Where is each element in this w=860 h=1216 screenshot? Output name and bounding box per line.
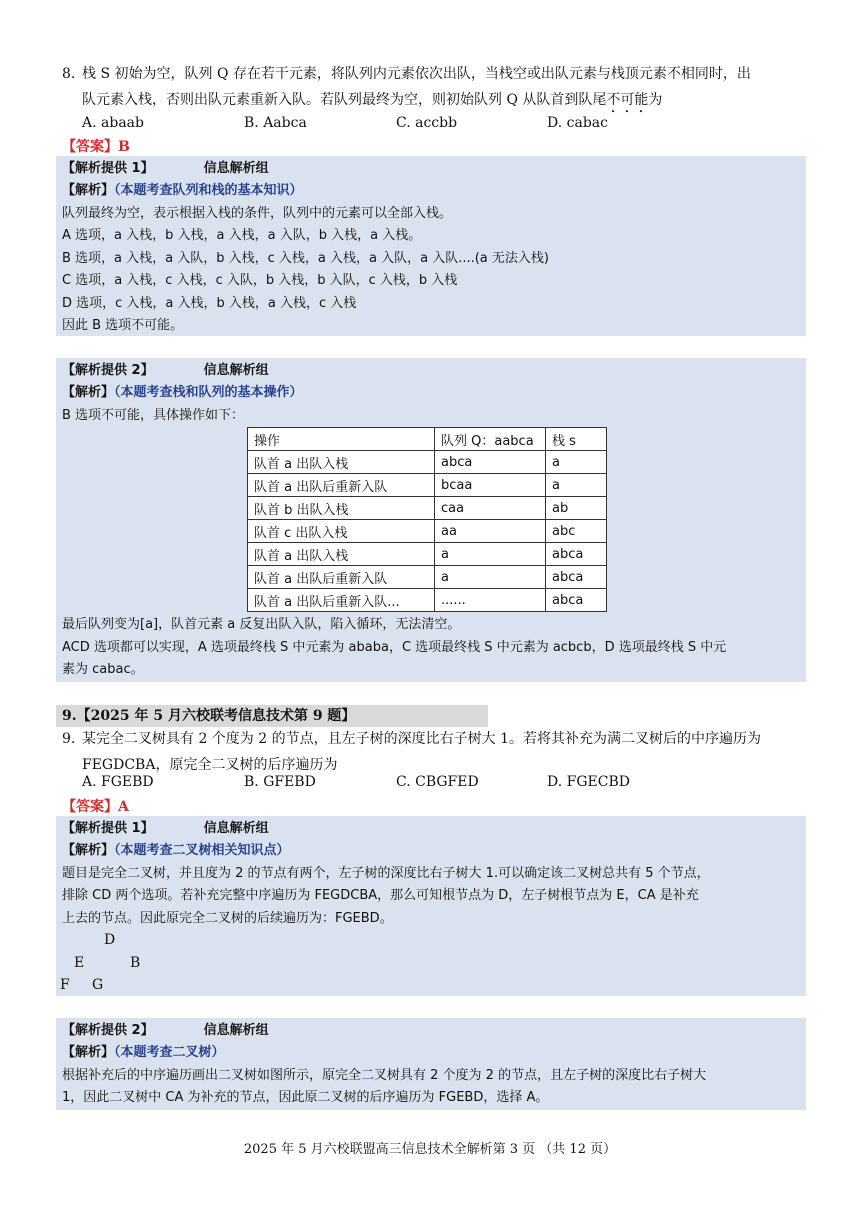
answer-value: A xyxy=(118,799,129,815)
table-cell: 队首 a 出队后重新入队... xyxy=(248,589,435,612)
provider-label: 【解析提供 1】 xyxy=(62,821,154,836)
table-cell: 队首 b 出队入栈 xyxy=(248,497,435,520)
provider-label: 【解析提供 2】 xyxy=(62,363,154,378)
topic-label: （本题考查二叉树） xyxy=(114,1045,225,1060)
table-header-row xyxy=(248,428,607,451)
options-q8 xyxy=(82,115,802,139)
explanation-line: 1，因此二叉树中 CA 为补充的节点，因此原二叉树的后序遍历为 FGEBD，选择 A。 xyxy=(62,1090,549,1105)
tree-node: B xyxy=(130,955,141,971)
option-b: B. GFEBD xyxy=(244,774,316,790)
table-cell: abca xyxy=(435,451,546,474)
provider-label: 【解析提供 2】 xyxy=(62,1023,154,1038)
table-row xyxy=(248,589,607,612)
explanation-panel-2 xyxy=(56,358,806,682)
question-text: 队元素入栈，否则出队元素重新入队。若队列最终为空，则初始队列 Q 从队首到队尾 xyxy=(82,92,607,108)
table-row xyxy=(248,543,607,566)
question-text: 栈 S 初始为空，队列 Q 存在若干元素，将队列内元素依次出队，当栈空或出队元素与栈顶元素不相同时，出 xyxy=(82,66,751,82)
table-row xyxy=(248,474,607,497)
table-row xyxy=(248,520,607,543)
explanation-tag: 【解析】 xyxy=(62,843,115,858)
header-cell: 操作 xyxy=(248,428,435,451)
operations-table xyxy=(247,427,607,612)
question-number: 9. xyxy=(62,731,76,747)
explanation-panel-3 xyxy=(56,816,806,996)
explanation-line: 素为 cabac。 xyxy=(62,662,144,677)
question-number: 8. xyxy=(62,66,76,82)
tree-node: E xyxy=(74,955,85,971)
answer-q8 xyxy=(62,136,130,156)
page-footer: 2025 年 5 月六校联盟高三信息技术全解析第 3 页 （共 12 页） xyxy=(243,1142,617,1157)
table-cell: abca xyxy=(546,589,607,612)
topic-label: （本题考查栈和队列的基本操作） xyxy=(114,385,303,400)
option-c: C. accbb xyxy=(396,115,458,131)
table-cell: 队首 c 出队入栈 xyxy=(248,520,435,543)
table-cell: aa xyxy=(435,520,546,543)
table-row xyxy=(248,566,607,589)
answer-label: 【答案】 xyxy=(62,139,118,155)
explanation-tag: 【解析】 xyxy=(62,385,115,400)
table-cell: abca xyxy=(546,566,607,589)
option-a: A. abaab xyxy=(82,115,144,131)
provider-label: 【解析提供 1】 xyxy=(62,161,154,176)
question-9 xyxy=(62,726,802,778)
table-cell: caa xyxy=(435,497,546,520)
explanation-line: C 选项，a 入栈，c 入栈，c 入队，b 入栈，b 入队，c 入栈，b 入栈 xyxy=(62,273,458,288)
question-text: 某完全二叉树具有 2 个度为 2 的节点，且左子树的深度比右子树大 1。若将其补充为满二叉树后的中序遍历为 xyxy=(82,731,761,747)
group-label: 信息解析组 xyxy=(203,161,269,176)
answer-label: 【答案】 xyxy=(62,799,118,815)
table-cell: abc xyxy=(546,520,607,543)
answer-q9 xyxy=(62,796,129,816)
table-cell: bcaa xyxy=(435,474,546,497)
table-cell: 队首 a 出队后重新入队 xyxy=(248,566,435,589)
table-cell: a xyxy=(546,474,607,497)
option-b: B. Aabca xyxy=(244,115,307,131)
explanation-panel-4 xyxy=(56,1018,806,1110)
table-cell: a xyxy=(435,543,546,566)
table-row xyxy=(248,497,607,520)
option-c: C. CBGFED xyxy=(396,774,479,790)
table-cell: 队首 a 出队入栈 xyxy=(248,451,435,474)
explanation-line: A 选项，a 入栈，b 入栈，a 入栈，a 入队，b 入栈，a 入栈。 xyxy=(62,228,422,243)
explanation-line: D 选项，c 入栈，a 入栈，b 入栈，a 入栈，c 入栈 xyxy=(62,296,357,311)
section-header: 9.【2025 年 5 月六校联考信息技术第 9 题】 xyxy=(56,705,488,727)
table-row xyxy=(248,451,607,474)
group-label: 信息解析组 xyxy=(203,821,269,836)
explanation-line: 最后队列变为[a]，队首元素 a 反复出队入队，陷入循环，无法清空。 xyxy=(62,617,461,632)
question-8 xyxy=(62,61,802,116)
explanation-line: ACD 选项都可以实现，A 选项最终栈 S 中元素为 ababa，C 选项最终栈 S 中元素为 acbcb，D 选项最终栈 S 中元 xyxy=(62,640,727,655)
emphasis-text: 不可能 xyxy=(606,92,649,108)
answer-value: B xyxy=(118,139,130,155)
header-cell: 队列 Q：aabca xyxy=(435,428,546,451)
group-label: 信息解析组 xyxy=(203,1023,269,1038)
option-d: D. cabac xyxy=(547,115,608,131)
explanation-tag: 【解析】 xyxy=(62,183,115,198)
explanation-panel-1 xyxy=(56,156,806,336)
tree-node: F xyxy=(60,977,70,993)
explanation-line: 因此 B 选项不可能。 xyxy=(62,318,184,333)
tree-node: G xyxy=(92,977,104,993)
header-cell: 栈 s xyxy=(546,428,607,451)
explanation-line: 排除 CD 两个选项。若补充完整中序遍历为 FEGDCBA，那么可知根节点为 D，左子树根节点为 E，CA 是补充 xyxy=(62,888,699,903)
explanation-line: B 选项不可能，具体操作如下： xyxy=(62,408,245,423)
table-cell: ...... xyxy=(435,589,546,612)
table-cell: a xyxy=(546,451,607,474)
explanation-line: 题目是完全二叉树，并且度为 2 的节点有两个，左子树的深度比右子树大 1.可以确定该二叉树总共有 5 个节点， xyxy=(62,866,710,881)
table-cell: ab xyxy=(546,497,607,520)
question-text: FEGDCBA，原完全二叉树的后序遍历为 xyxy=(82,757,338,773)
table-cell: 队首 a 出队入栈 xyxy=(248,543,435,566)
option-a: A. FGEBD xyxy=(82,774,154,790)
table-cell: abca xyxy=(546,543,607,566)
option-d: D. FGECBD xyxy=(547,774,630,790)
explanation-tag: 【解析】 xyxy=(62,1045,115,1060)
options-q9 xyxy=(82,774,802,798)
explanation-line: 队列最终为空，表示根据入栈的条件，队列中的元素可以全部入栈。 xyxy=(62,206,453,221)
explanation-line: 上去的节点。因此原完全二叉树的后续遍历为：FGEBD。 xyxy=(62,911,393,926)
question-text: 为 xyxy=(648,92,663,108)
topic-label: （本题考查二叉树相关知识点） xyxy=(114,843,290,858)
explanation-line: 根据补充后的中序遍历画出二叉树如图所示，原完全二叉树具有 2 个度为 2 的节点，且左子树的深度比右子树大 xyxy=(62,1068,707,1083)
explanation-line: B 选项，a 入栈，a 入队，b 入栈，c 入栈，a 入栈，a 入队，a 入队....(a 无法入栈) xyxy=(62,251,549,266)
tree-node: D xyxy=(104,932,116,948)
table-cell: a xyxy=(435,566,546,589)
topic-label: （本题考查队列和栈的基本知识） xyxy=(114,183,303,198)
group-label: 信息解析组 xyxy=(203,363,269,378)
table-cell: 队首 a 出队后重新入队 xyxy=(248,474,435,497)
